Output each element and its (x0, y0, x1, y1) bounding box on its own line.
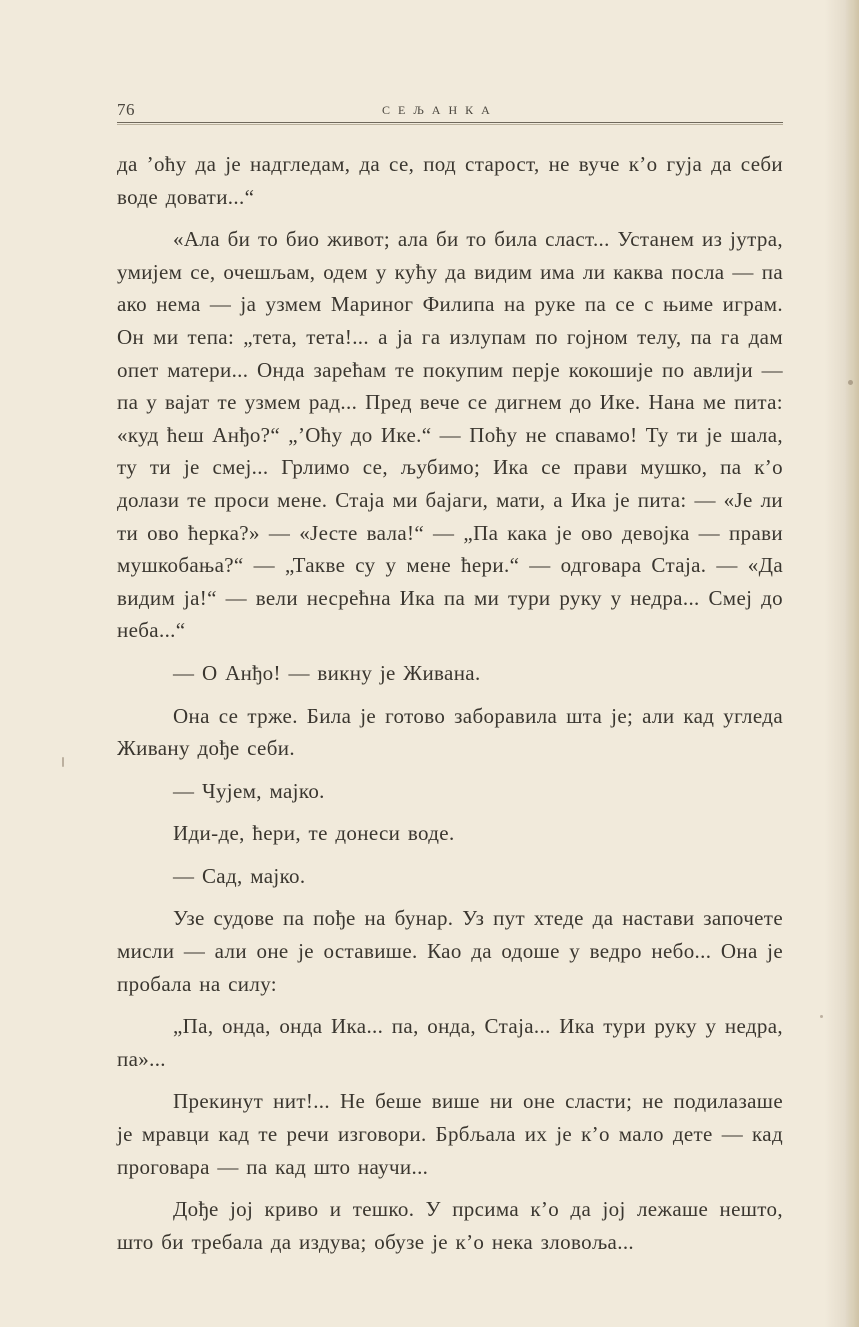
paragraph: Иди-де, ћери, те донеси воде. (173, 821, 455, 846)
paragraph: да ’оћу да је надгледам, да се, под старост, не вуче к’о гуја да себи воде довати...“ (117, 152, 783, 209)
paragraph: — Сад, мајко. (173, 863, 306, 888)
paper-speck (62, 757, 64, 767)
paragraph: Узе судове па пође на бунар. Уз пут хтеде да настави започете мисли — али оне је оставише. Као да одоше у ведро небо... Она је пробала на силу: (117, 906, 783, 996)
running-title: СЕЉАНКА (382, 103, 498, 117)
paragraph: Прекинут нит!... Не беше више ни оне сласти; не подилазаше је мравци кад те речи изговори. Брбљала их је к’о мало дете — кад проговара — па кад што научи... (117, 1089, 783, 1179)
paragraph: Дође јој криво и тешко. У прсима к’о да јој лежаше нешто, што би требала да издува; обузе је к’о нека зловоља... (117, 1197, 783, 1254)
body-text (117, 148, 783, 1268)
paragraph: — О Анђо! — викну је Живана. (173, 660, 481, 685)
header-rule (117, 122, 783, 123)
paper-speck (820, 1015, 823, 1018)
paragraph: Она се трже. Била је готово заборавила шта је; али кад угледа Живану дође себи. (117, 703, 783, 761)
paragraph: „Па, онда, онда Ика... па, онда, Стаја... Ика тури руку у недра, па»... (117, 1014, 783, 1071)
paragraph: — Чујем, мајко. (173, 778, 325, 803)
paragraph: «Ала би то био живот; ала би то била сласт... Устанем из јутра, умијем се, очешљам, одем у кућу да видим има ли каква посла — па ако нема — ја узмем Мариног Филипа на руке па се с њиме играм. Он ми тепа: „тета, тета!... а ја га излупам по гојном телу, па га дам опет матери... Онда зарећам те покупим перје кокошије по авлији — па у вајат те узмем рад... Пред вече се дигнем до Ике. Нана ме пита: «куд ћеш Анђо?“ „’Оћу до Ике.“ — Поћу не спавамо! Ту ти је шала, ту ти је смеј... Грлимо се, љубимо; Ика се прави мушко, па к’о долази те проси мене. Стаја ми бајаги, мати, а Ика је пита: — «Је ли ти ово ћерка?» — «Јесте вала!“ — „Па кака је ово девојка — прави мушкобања?“ — „Такве су у мене ћери.“ — одговара Стаја. — «Да видим ја!“ — вели несрећна Ика па ми тури руку у недра... Смеј до неба...“ (117, 227, 783, 643)
page-number: 76 (117, 100, 135, 119)
header-rule-secondary (117, 124, 783, 125)
page-edge-shadow (845, 0, 859, 1327)
page-header (117, 98, 783, 122)
paper-speck (848, 380, 853, 385)
